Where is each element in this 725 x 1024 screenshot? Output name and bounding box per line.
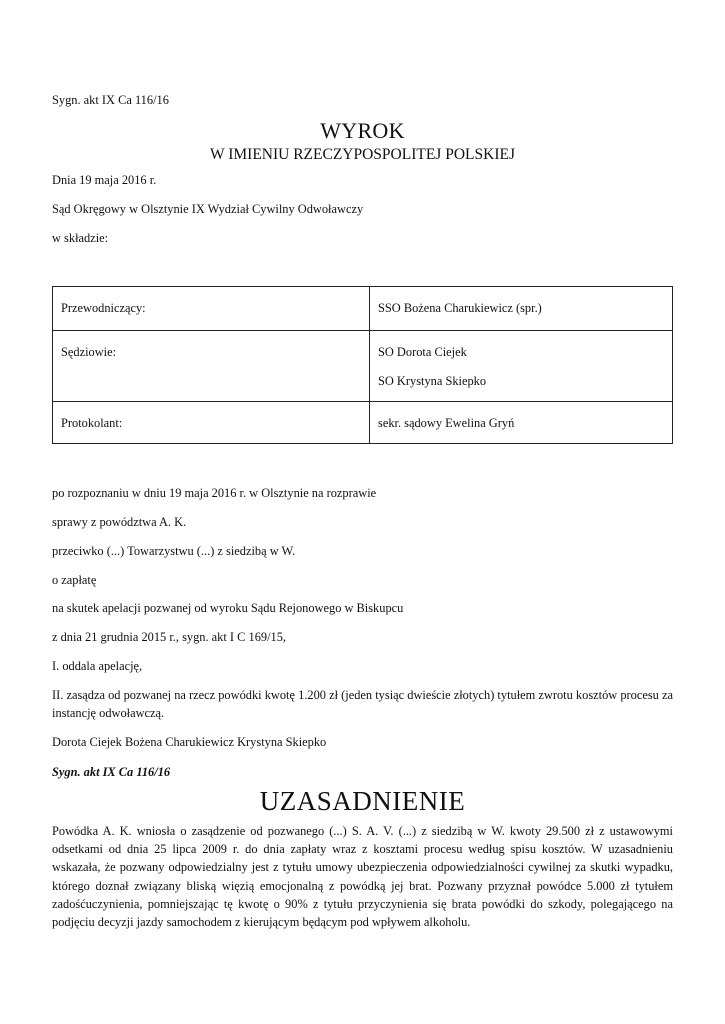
ruling-point-2: II. zasądza od pozwanej na rzecz powódki kwotę 1.200 zł (jeden tysiąc dwieście złotych) tytułem zwrotu kosztów procesu za instancję odwoławczą.: [52, 688, 673, 721]
table-cell-label: [53, 331, 370, 402]
person-name: SO Dorota Ciejek: [378, 345, 467, 359]
role-label: Sędziowie:: [61, 345, 117, 359]
hearing-line: po rozpoznaniu w dniu 19 maja 2016 r. w Olsztynie na rozprawie: [52, 486, 377, 500]
table-cell-label: [53, 402, 370, 444]
role-label: Przewodniczący:: [61, 301, 146, 315]
person-name: sekr. sądowy Ewelina Gryń: [378, 416, 515, 430]
table-cell-value: [370, 402, 673, 444]
table-cell-label: [53, 287, 370, 331]
table-row: [53, 287, 673, 331]
judges-signatures: Dorota Ciejek Bożena Charukiewicz Krystyna Skiepko: [52, 735, 327, 749]
table-row: [53, 331, 673, 402]
composition-table: [52, 286, 673, 444]
judgment-subtitle: W IMIENIU RZECZYPOSPOLITEJ POLSKIEJ: [210, 146, 515, 163]
appeal-line: na skutek apelacji pozwanej od wyroku Sądu Rejonowego w Biskupcu: [52, 601, 404, 615]
composition-label: w składzie:: [52, 231, 109, 245]
justification-paragraph: Powódka A. K. wniosła o zasądzenie od pozwanego (...) S. A. V. (...) z siedzibą w W. kwoty 29.500 zł z ustawowymi odsetkami od dnia 25 lipca 2009 r. do dnia zapłaty wraz z kosztami procesu według spisu kosztów. W uzasadnieniu wskazała, że pozwany odpowiedzialny jest z tytułu umowy ubezpieczenia odpowiedzialności cywilnej za skutki wypadku, którego doznał związany bliską więzią emocjonalną z powódką jej brat. Pozwany przyznał powódce 5.000 zł tytułem zadośćuczynienia, pomniejszając tę kwotę o 90% z tytułu przyczynienia się brata powódki do szkody, polegającego na podjęciu decyzji jazdy samochodem z kierującym będącym pod wpływem alkoholu.: [52, 824, 673, 930]
judgment-date: Dnia 19 maja 2016 r.: [52, 173, 157, 187]
justification-heading: UZASADNIENIE: [259, 786, 466, 816]
subject-line: o zapłatę: [52, 573, 97, 587]
person-name: SSO Bożena Charukiewicz (spr.): [378, 301, 542, 315]
judgment-title: WYROK: [320, 118, 405, 143]
table-cell-value: [370, 287, 673, 331]
plaintiff-line: sprawy z powództwa A. K.: [52, 515, 187, 529]
table-cell-value: [370, 331, 673, 402]
lower-court-ruling-line: z dnia 21 grudnia 2015 r., sygn. akt I C 169/15,: [52, 630, 287, 644]
case-signature: Sygn. akt IX Ca 116/16: [52, 93, 169, 107]
person-name: SO Krystyna Skiepko: [378, 373, 487, 388]
table-row: [53, 402, 673, 444]
justification-signature: Sygn. akt IX Ca 116/16: [52, 765, 171, 779]
ruling-point-1: I. oddala apelację,: [52, 659, 143, 673]
role-label: Protokolant:: [61, 416, 123, 430]
court-name: Sąd Okręgowy w Olsztynie IX Wydział Cywilny Odwoławczy: [52, 202, 364, 216]
defendant-line: przeciwko (...) Towarzystwu (...) z siedzibą w W.: [52, 544, 296, 558]
